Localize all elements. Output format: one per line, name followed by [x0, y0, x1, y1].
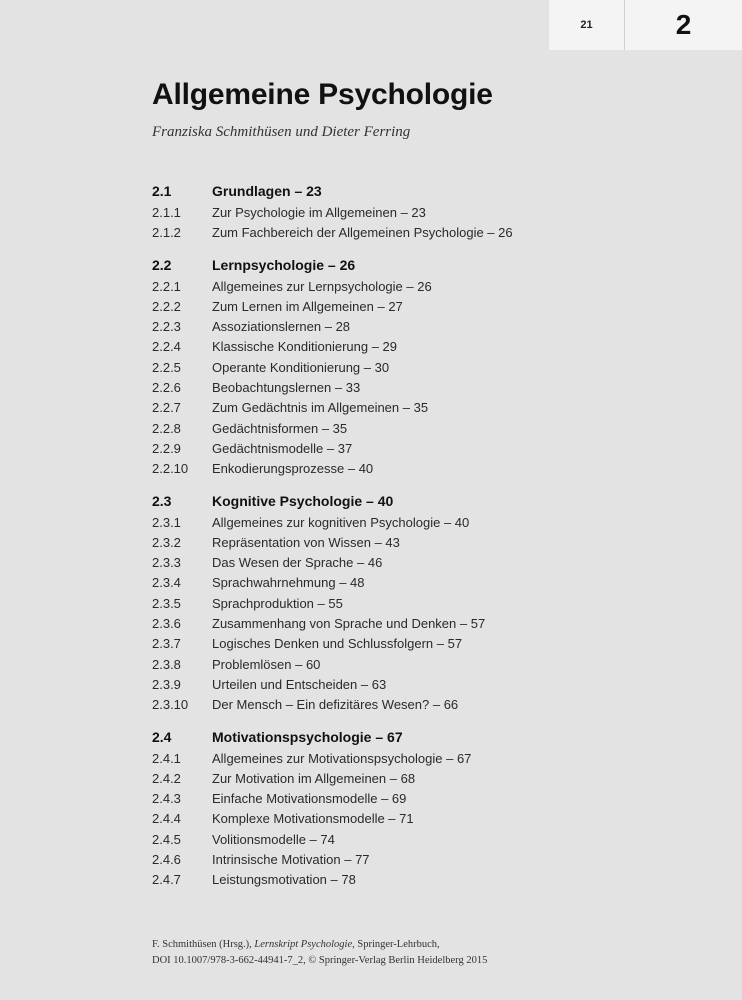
- toc-entry[interactable]: [152, 205, 712, 225]
- toc-entry-title: Gedächtnismodelle – 37: [212, 440, 353, 456]
- toc-entry-title: Allgemeines zur Lernpsychologie – 26: [212, 278, 432, 294]
- toc-entry-number: 2.1.1: [152, 205, 181, 220]
- toc-entry-number: 2.4.3: [152, 791, 181, 807]
- toc-entry-number: 2.2.7: [152, 400, 181, 416]
- toc-entry[interactable]: [152, 339, 712, 359]
- toc-entry-title: Leistungsmotivation – 78: [212, 872, 356, 888]
- toc-entry-title: Logisches Denken und Schlussfolgern – 57: [212, 636, 463, 652]
- toc-entry-number: 2.4.1: [152, 750, 181, 766]
- toc-entry[interactable]: [152, 771, 712, 791]
- toc-entry-number: 2.4.2: [152, 770, 181, 786]
- toc-section-heading[interactable]: [152, 257, 712, 279]
- toc-entry[interactable]: [152, 279, 712, 299]
- toc-entry-title: Das Wesen der Sprache – 46: [212, 555, 383, 571]
- toc-entry-title: Assoziationslernen – 28: [212, 319, 351, 335]
- toc-section: [152, 493, 712, 718]
- footer-citation-prefix: F. Schmithüsen (Hrsg.),: [152, 939, 255, 950]
- toc-entry-title: Repräsentation von Wissen – 43: [212, 534, 400, 550]
- toc-entry[interactable]: [152, 636, 712, 656]
- toc-section: [152, 257, 712, 482]
- toc-entry[interactable]: [152, 225, 712, 245]
- table-of-contents: [152, 183, 712, 904]
- toc-entry-number: 2.1: [152, 183, 172, 199]
- toc-entry[interactable]: [152, 319, 712, 339]
- toc-entry[interactable]: [152, 555, 712, 575]
- toc-entry-title: Zur Psychologie im Allgemeinen – 23: [212, 205, 426, 220]
- toc-entry[interactable]: [152, 832, 712, 852]
- toc-entry[interactable]: [152, 575, 712, 595]
- toc-entry-number: 2.2.3: [152, 319, 181, 335]
- toc-section: [152, 183, 712, 246]
- toc-entry-title: Volitionsmodelle – 74: [212, 831, 335, 847]
- toc-entry-number: 2.3.2: [152, 534, 181, 550]
- toc-entry[interactable]: [152, 380, 712, 400]
- toc-entry-number: 2.2.5: [152, 359, 181, 375]
- footer-line-1: [152, 937, 487, 953]
- toc-entry-number: 2.3.1: [152, 514, 181, 530]
- toc-entry-number: 2.2.9: [152, 440, 181, 456]
- toc-entry-number: 2.3.3: [152, 555, 181, 571]
- toc-entry[interactable]: [152, 791, 712, 811]
- toc-entry[interactable]: [152, 657, 712, 677]
- toc-entry-title: Operante Konditionierung – 30: [212, 359, 390, 375]
- toc-entry[interactable]: [152, 535, 712, 555]
- toc-entry-number: 2.2.8: [152, 420, 181, 436]
- toc-entry-number: 2.2.10: [152, 461, 189, 477]
- toc-entry-number: 2.4: [152, 728, 172, 745]
- footer-citation-suffix: , Springer-Lehrbuch,: [352, 939, 440, 950]
- toc-entry-number: 2.2.4: [152, 339, 181, 355]
- toc-entry[interactable]: [152, 852, 712, 872]
- toc-entry[interactable]: [152, 441, 712, 461]
- toc-entry-title: Gedächtnisformen – 35: [212, 420, 348, 436]
- toc-entry[interactable]: [152, 751, 712, 771]
- page-tab: [549, 0, 742, 50]
- toc-entry[interactable]: [152, 360, 712, 380]
- toc-entry-number: 2.3.9: [152, 676, 181, 692]
- toc-entry-title: Zusammenhang von Sprache und Denken – 57: [212, 616, 486, 632]
- toc-entry-number: 2.4.5: [152, 831, 181, 847]
- toc-entry-title: Zum Gedächtnis im Allgemeinen – 35: [212, 400, 429, 416]
- toc-entry-number: 2.3.5: [152, 595, 181, 611]
- toc-entry-number: 2.2.2: [152, 298, 181, 314]
- chapter-title: Allgemeine Psychologie: [152, 78, 493, 111]
- toc-entry-title: Einfache Motivationsmodelle – 69: [212, 791, 407, 807]
- toc-entry[interactable]: [152, 299, 712, 319]
- toc-entry-title: Zum Lernen im Allgemeinen – 27: [212, 298, 403, 314]
- toc-entry-title: Der Mensch – Ein defizitäres Wesen? – 66: [212, 697, 459, 713]
- toc-entry-title: Klassische Konditionierung – 29: [212, 339, 398, 355]
- toc-entry-title: Sprachwahrnehmung – 48: [212, 575, 365, 591]
- toc-entry-number: 2.1.2: [152, 225, 181, 241]
- footer: [152, 937, 487, 969]
- toc-entry-number: 2.2.6: [152, 380, 181, 396]
- toc-entry-title: Beobachtungslernen – 33: [212, 380, 361, 396]
- toc-entry[interactable]: [152, 677, 712, 697]
- toc-entry-number: 2.4.4: [152, 811, 181, 827]
- toc-entry[interactable]: [152, 697, 712, 717]
- toc-entry-title: Intrinsische Motivation – 77: [212, 852, 370, 868]
- toc-entry-title: Lernpsychologie – 26: [212, 256, 356, 273]
- toc-section-heading[interactable]: [152, 729, 712, 751]
- footer-doi: DOI 10.1007/978-3-662-44941-7_2, © Springer-Verlag Berlin Heidelberg 2015: [152, 955, 488, 966]
- toc-entry[interactable]: [152, 400, 712, 420]
- toc-entry-number: 2.3.6: [152, 616, 181, 632]
- toc-section-heading[interactable]: [152, 493, 712, 515]
- toc-entry-title: Allgemeines zur Motivationspsychologie – 67: [212, 750, 472, 766]
- toc-entry-number: 2.3.10: [152, 697, 189, 713]
- toc-entry[interactable]: [152, 421, 712, 441]
- toc-entry-title: Komplexe Motivationsmodelle – 71: [212, 811, 414, 827]
- chapter-number: 2: [675, 9, 692, 40]
- toc-entry-title: Urteilen und Entscheiden – 63: [212, 676, 387, 692]
- toc-entry[interactable]: [152, 596, 712, 616]
- toc-entry-title: Grundlagen – 23: [212, 183, 322, 199]
- toc-section: [152, 729, 712, 893]
- toc-entry-title: Enkodierungsprozesse – 40: [212, 461, 374, 477]
- toc-entry[interactable]: [152, 461, 712, 481]
- toc-entry-title: Problemlösen – 60: [212, 656, 321, 672]
- toc-section-heading[interactable]: [152, 183, 712, 205]
- toc-entry-title: Zum Fachbereich der Allgemeinen Psychologie – 26: [212, 225, 513, 241]
- toc-entry-number: 2.3: [152, 492, 172, 509]
- toc-entry[interactable]: [152, 872, 712, 892]
- toc-entry-number: 2.3.8: [152, 656, 181, 672]
- toc-entry-title: Allgemeines zur kognitiven Psychologie – 40: [212, 514, 470, 530]
- toc-entry-title: Sprachproduktion – 55: [212, 595, 343, 611]
- page-number: 21: [549, 0, 625, 50]
- authors: Franziska Schmithüsen und Dieter Ferring: [152, 124, 411, 140]
- toc-entry[interactable]: [152, 616, 712, 636]
- toc-entry-title: Kognitive Psychologie – 40: [212, 492, 394, 509]
- toc-entry-number: 2.3.4: [152, 575, 181, 591]
- toc-entry-title: Zur Motivation im Allgemeinen – 68: [212, 770, 416, 786]
- toc-entry[interactable]: [152, 811, 712, 831]
- toc-entry-number: 2.4.6: [152, 852, 181, 868]
- toc-entry-number: 2.4.7: [152, 872, 181, 888]
- toc-entry-title: Motivationspsychologie – 67: [212, 728, 403, 745]
- toc-entry[interactable]: [152, 515, 712, 535]
- footer-book-title: Lernskript Psychologie: [254, 939, 353, 950]
- toc-entry-number: 2.2.1: [152, 278, 181, 294]
- toc-entry-number: 2.2: [152, 256, 172, 273]
- toc-entry-number: 2.3.7: [152, 636, 181, 652]
